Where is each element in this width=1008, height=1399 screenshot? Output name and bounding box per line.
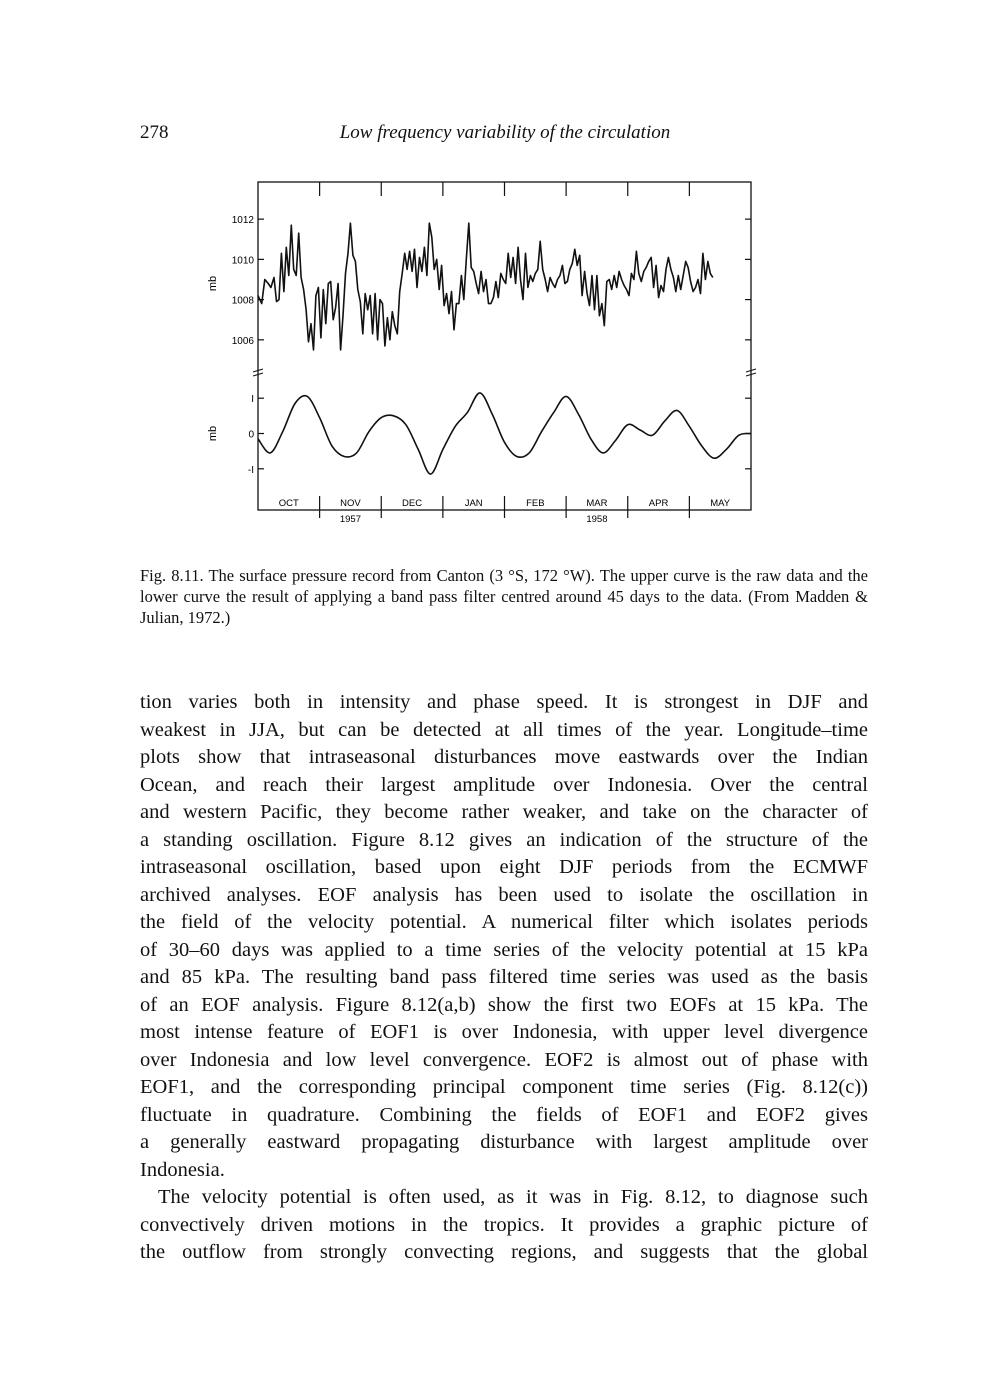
paragraph-2 (140, 1184, 868, 1267)
text-line: a generally eastward propagating disturbance with largest amplitude over (140, 1131, 868, 1153)
year-label: 1957 (339, 514, 362, 525)
body-text (140, 689, 868, 1267)
lower-ytick-label: -I (247, 464, 254, 476)
text-line: EOF1, and the corresponding principal component time series (Fig. 8.12(c)) (140, 1076, 868, 1098)
lower-ylabel: mb (207, 425, 219, 442)
text-line: archived analyses. EOF analysis has been used to isolate the oscillation in (140, 883, 868, 906)
month-label: APR (648, 498, 669, 509)
text-line: of 30–60 days was applied to a time series of the velocity potential at 15 kPa (140, 938, 868, 961)
paragraph-1 (140, 689, 868, 1184)
text-line: plots show that intraseasonal disturbances move eastwards over the Indian (140, 746, 868, 768)
raw-pressure-series (258, 223, 713, 350)
month-label: MAY (710, 498, 731, 509)
year-label: 1958 (586, 514, 608, 525)
text-line: the outflow from strongly convecting regions, and suggests that the global (140, 1241, 868, 1263)
text-line: of an EOF analysis. Figure 8.12(a,b) show the first two EOFs at 15 kPa. The (140, 993, 868, 1016)
upper-ytick-label: 1010 (231, 255, 254, 267)
pressure-record-chart (185, 165, 805, 555)
text-line: and western Pacific, they become rather weaker, and take on the character of (140, 801, 868, 823)
month-label: FEB (526, 498, 545, 509)
upper-ylabel: mb (207, 275, 219, 292)
text-line: weakest in JJA, but can be detected at all times of the year. Longitude–time (140, 718, 868, 741)
filtered-pressure-series (258, 393, 751, 474)
upper-ytick-label: 1012 (231, 215, 254, 227)
text-line: fluctuate in quadrature. Combining the fields of EOF1 and EOF2 gives (140, 1103, 868, 1126)
text-line: over Indonesia and low level convergence. EOF2 is almost out of phase with (140, 1048, 868, 1071)
chart-frame (258, 182, 751, 510)
lower-ytick-label: 0 (248, 429, 254, 441)
text-line: convectively driven motions in the tropics. It provides a graphic picture of (140, 1213, 868, 1236)
figure-caption: Fig. 8.11. The surface pressure record from Canton (3 °S, 172 °W). The upper curve is the raw data and the lower curve the result of applying a band pass filter centred around 45 days to the data. (From Madden & Julian, 1972.) (140, 566, 868, 627)
month-label: NOV (340, 498, 361, 509)
month-label: JAN (464, 498, 483, 509)
text-line: Ocean, and reach their largest amplitude over Indonesia. Over the central (140, 773, 868, 796)
month-label: MAR (586, 498, 608, 509)
upper-ytick-label: 1006 (231, 335, 254, 347)
month-label: DEC (402, 498, 423, 509)
text-line: intraseasonal oscillation, based upon eight DJF periods from the ECMWF (140, 856, 868, 878)
page-number: 278 (140, 122, 169, 143)
month-label: OCT (278, 498, 299, 509)
text-line: and 85 kPa. The resulting band pass filtered time series was used as the basis (140, 966, 868, 988)
upper-ytick-label: 1008 (231, 295, 254, 307)
figure-8-11 (185, 165, 805, 555)
lower-ytick-label: I (251, 394, 254, 406)
text-line: tion varies both in intensity and phase speed. It is strongest in DJF and (140, 691, 868, 713)
text-line: the field of the velocity potential. A numerical filter which isolates periods (140, 911, 868, 933)
text-line: a standing oscillation. Figure 8.12 gives an indication of the structure of the (140, 828, 868, 851)
text-line: The velocity potential is often used, as it was in Fig. 8.12, to diagnose such (158, 1186, 868, 1208)
page-header (140, 122, 870, 152)
text-line: most intense feature of EOF1 is over Indonesia, with upper level divergence (140, 1021, 868, 1043)
text-line: Indonesia. (140, 1158, 225, 1181)
running-title: Low frequency variability of the circulation (339, 122, 671, 143)
